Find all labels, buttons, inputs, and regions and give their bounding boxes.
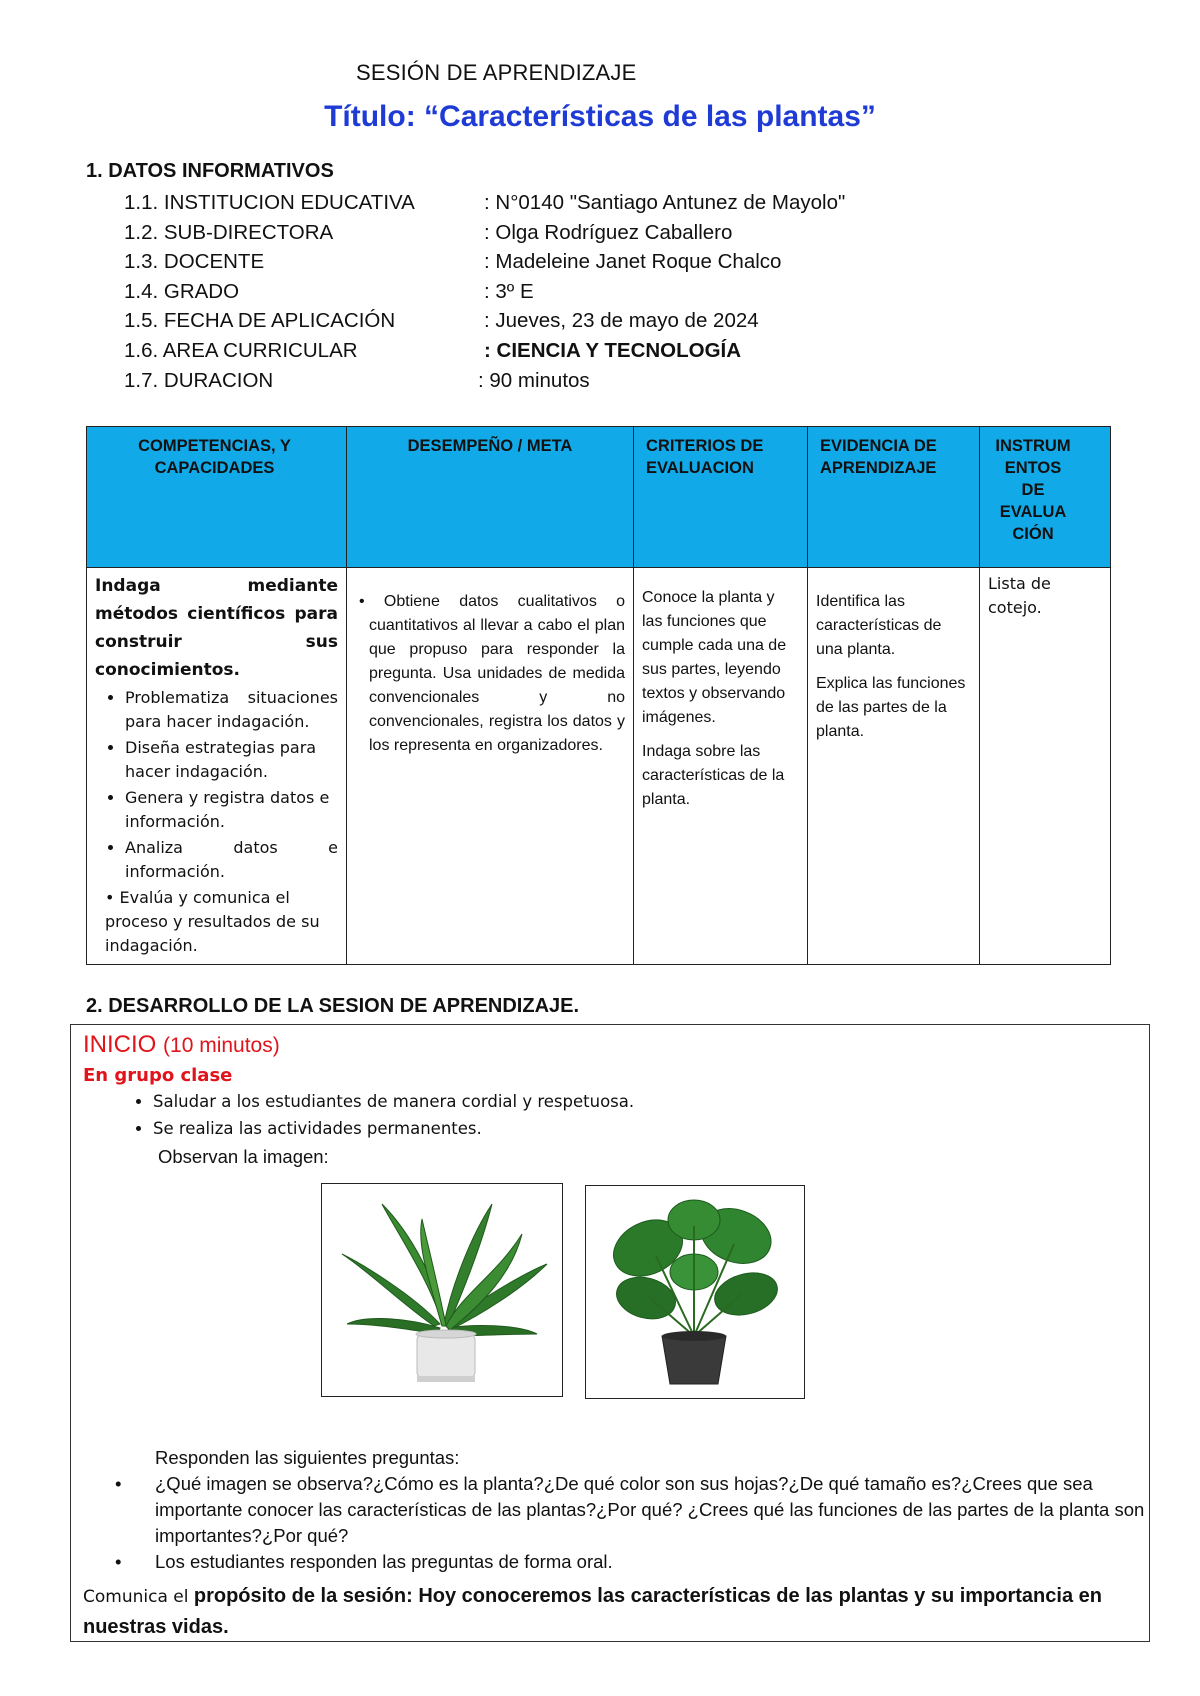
evidencia-cell: [808, 568, 980, 965]
info-value: : 90 minutos: [478, 368, 590, 392]
capacidad-item: • Analiza datos e información.: [125, 836, 338, 884]
desempeno-item: • Obtiene datos cualitativos o cuantitativos al llevar a cabo el plan que propuso para responder la pregunta. Usa unidades de medida convencionales y no convencionales, registra los datos y los representa en organizadores.: [359, 593, 626, 754]
desempeno-text: Obtiene datos cualitativos o cuantitativos al llevar a cabo el plan que propuso para responder la pregunta. Usa unidades de medida convencionales y no convencionales, registra los datos y los representa en organizadores.: [369, 593, 626, 754]
table-header-row: [87, 427, 1111, 568]
plant-dark-pot-icon: [586, 1186, 804, 1398]
inicio-bullets: [83, 1092, 1133, 1138]
inicio-heading: [83, 1031, 1133, 1059]
proposito-label: propósito de la sesión:: [193, 1585, 413, 1607]
info-key: 1.2. SUB-DIRECTORA: [124, 220, 334, 244]
capacidad-item: • Problematiza situaciones para hacer indagación.: [125, 686, 338, 734]
inicio-label: INICIO: [83, 1031, 157, 1058]
pregunta-item: [115, 1471, 1155, 1549]
info-value: : Olga Rodríguez Caballero: [484, 220, 733, 244]
info-row: [124, 336, 845, 366]
info-value-area: : CIENCIA Y TECNOLOGÍA: [484, 338, 742, 362]
pregunta-text: ¿Qué imagen se observa?¿Cómo es la planta?¿De qué color son sus hojas?¿De qué tamaño es?¿Crees que sea importante conocer las características de las plantas?¿Por qué? ¿Crees qué las funciones de las partes de la planta son importantes?¿Por qué?: [155, 1473, 1145, 1546]
info-value: : Madeleine Janet Roque Chalco: [484, 250, 782, 274]
proposito-block: [83, 1581, 1143, 1642]
info-row: [124, 306, 845, 336]
info-value: : Jueves, 23 de mayo de 2024: [484, 309, 759, 333]
bullet-icon: •: [115, 1473, 122, 1494]
document-header: SESIÓN DE APRENDIZAJE: [356, 60, 637, 85]
section-datos-informativos: 1. DATOS INFORMATIVOS: [86, 160, 334, 182]
capacidad-item: • Evalúa y comunica el proceso y resultados de su indagación.: [105, 888, 320, 955]
instrumento-cell: [980, 568, 1111, 965]
competencia-text: Indaga mediante métodos científicos para construir sus conocimientos.: [95, 576, 338, 680]
plant-white-pot-icon: [322, 1184, 562, 1396]
competencia-cell: [87, 568, 347, 965]
plant-image-2: [585, 1185, 805, 1399]
evidencia-item: Identifica las características de una planta.: [816, 593, 942, 658]
plant-image-1: [321, 1183, 563, 1397]
column-header: CRITERIOS DE EVALUACION: [634, 427, 808, 568]
info-key: 1.4. GRADO: [124, 279, 240, 303]
inicio-content: [83, 1031, 1133, 1168]
info-row: [124, 188, 845, 218]
info-key: 1.3. DOCENTE: [124, 250, 265, 274]
inicio-bullet: • Saludar a los estudiantes de manera cordial y respetuosa.: [153, 1092, 1133, 1111]
column-header: EVIDENCIA DE APRENDIZAJE: [808, 427, 980, 568]
instrumento-text: Lista de cotejo.: [988, 574, 1051, 617]
info-row: [124, 277, 845, 307]
proposito-text: Hoy conoceremos las características de las plantas y su importancia en nuestras vidas.: [83, 1585, 1102, 1638]
bullet-icon: •: [115, 1551, 122, 1572]
column-header: DESEMPEÑO / META: [347, 427, 634, 568]
info-value: : N°0140 "Santiago Antunez de Mayolo": [484, 191, 846, 214]
capacidad-text: Evalúa y comunica el proceso y resultados de su indagación.: [105, 888, 320, 955]
table-row: [87, 568, 1111, 965]
criterio-item: Conoce la planta y las funciones que cumple cada una de sus partes, leyendo textos y observando imágenes.: [642, 589, 787, 726]
comunica-label: Comunica el: [83, 1587, 194, 1607]
inicio-box: [70, 1024, 1150, 1642]
info-key: 1.1. INSTITUCION EDUCATIVA: [124, 191, 415, 214]
info-key: 1.6. AREA CURRICULAR: [124, 338, 358, 362]
responden-text: Responden las siguientes preguntas:: [155, 1447, 460, 1468]
capacidad-item: • Genera y registra datos e información.: [125, 786, 338, 834]
evidencia-item: Explica las funciones de las partes de la planta.: [816, 675, 966, 740]
section-desarrollo: 2. DESARROLLO DE LA SESION DE APRENDIZAJE.: [86, 995, 580, 1017]
observan-text: Observan la imagen:: [158, 1146, 329, 1167]
competencias-table: [86, 426, 1111, 965]
capacidad-item: • Diseña estrategias para hacer indagación.: [125, 736, 338, 784]
column-header: COMPETENCIAS, Y CAPACIDADES: [87, 427, 347, 568]
pregunta-item: [115, 1549, 1155, 1575]
info-row: [124, 366, 845, 396]
inicio-bullet: • Se realiza las actividades permanentes.: [153, 1119, 1133, 1138]
responden-block: [115, 1445, 1155, 1575]
criterio-item: Indaga sobre las características de la planta.: [642, 743, 785, 808]
info-row: [124, 247, 845, 277]
preguntas-list: [115, 1471, 1155, 1575]
pregunta-text: Los estudiantes responden las preguntas de forma oral.: [155, 1551, 613, 1572]
info-value: : 3º E: [484, 279, 534, 303]
inicio-minutes: (10 minutos): [163, 1034, 280, 1057]
column-header: INSTRUM ENTOS DE EVALUA CIÓN: [980, 427, 1111, 568]
info-key: 1.5. FECHA DE APLICACIÓN: [124, 309, 396, 333]
grupo-clase-label: En grupo clase: [83, 1065, 233, 1086]
desempeno-cell: [347, 568, 634, 965]
info-row: [124, 218, 845, 248]
info-key: 1.7. DURACION: [124, 368, 274, 392]
session-title: Título: “Características de las plantas”: [324, 100, 876, 133]
criterios-cell: [634, 568, 808, 965]
info-list: [124, 188, 845, 395]
